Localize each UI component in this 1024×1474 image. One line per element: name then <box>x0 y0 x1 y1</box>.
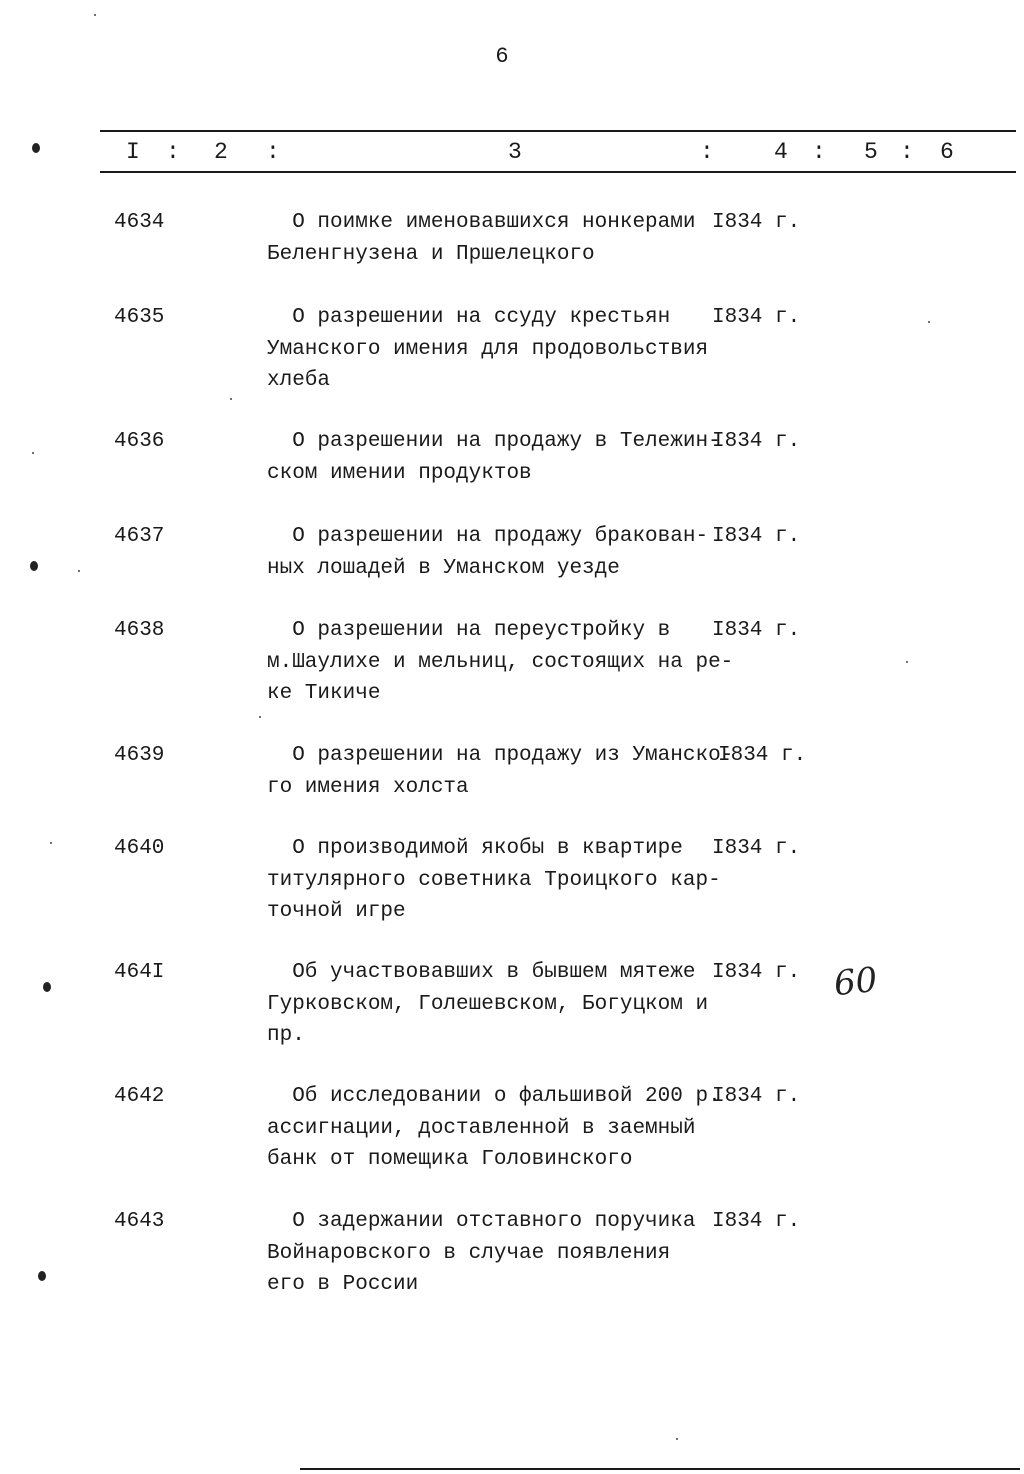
punch-hole-mark <box>38 1271 46 1281</box>
record-number: 4640 <box>114 837 165 860</box>
record-year: I834 г. <box>712 1085 801 1108</box>
header-col-4: 4 <box>774 139 788 165</box>
header-separator: : <box>166 139 180 165</box>
record-title: О разрешении на продажу бракован- ных лошадей в Уманском уезде <box>267 525 709 580</box>
scan-speck <box>928 321 930 323</box>
record-number: 4636 <box>114 430 165 453</box>
record-year: I834 г. <box>712 837 801 860</box>
record-year: I834 г. <box>712 619 801 642</box>
record-year: I834 г. <box>712 525 801 548</box>
header-top-rule <box>100 130 1016 132</box>
record-title: О разрешении на продажу из Уманско- го имения холста <box>267 744 734 799</box>
scan-speck <box>259 716 261 718</box>
record-number: 4642 <box>114 1085 165 1108</box>
record-number: 4643 <box>114 1210 165 1233</box>
record-title: О разрешении на ссуду крестьян Уманского имения для продовольствия хлеба <box>267 306 709 392</box>
record-title: О разрешении на переустройку в м.Шаулихе и мельниц, состоящих на ре- ке Тикиче <box>267 619 734 705</box>
record-number: 4639 <box>114 744 165 767</box>
record-number: 4635 <box>114 306 165 329</box>
record-year: I834 г. <box>712 961 801 984</box>
header-col-3: 3 <box>508 139 522 165</box>
header-col-2: 2 <box>214 139 228 165</box>
header-separator: : <box>266 139 280 165</box>
record-title: Об участвовавших в бывшем мятеже Гурковском, Голешевском, Богуцком и пр. <box>267 961 709 1047</box>
record-title: О разрешении на продажу в Тележин- ском имении продуктов <box>267 430 721 485</box>
page-number: 6 <box>495 44 509 69</box>
scan-speck <box>78 570 80 572</box>
record-number: 4638 <box>114 619 165 642</box>
record-title: О задержании отставного поручика Войнаровского в случае появления его в России <box>267 1210 696 1296</box>
scan-speck <box>230 398 232 400</box>
header-separator: : <box>812 139 826 165</box>
scan-speck <box>676 1438 678 1440</box>
scan-speck <box>906 661 908 663</box>
record-title: О производимой якобы в квартире титулярного советника Троицкого кар- точной игре <box>267 837 721 923</box>
record-number: 464I <box>114 961 165 984</box>
header-col-6: 6 <box>940 139 954 165</box>
footer-rule <box>300 1468 1020 1470</box>
scan-speck <box>50 842 52 844</box>
scan-speck <box>32 452 34 454</box>
scan-speck <box>94 14 96 16</box>
header-col-1: I <box>126 139 140 165</box>
header-col-5: 5 <box>864 139 878 165</box>
record-year: I834 г. <box>712 1210 801 1233</box>
punch-hole-mark <box>43 982 51 992</box>
record-year: I834 г. <box>712 211 801 234</box>
record-year: I834 г. <box>718 744 807 767</box>
punch-hole-mark <box>30 561 38 571</box>
record-number: 4637 <box>114 525 165 548</box>
record-year: I834 г. <box>712 306 801 329</box>
record-title: О поимке именовавшихся нонкерами Беленгнузена и Пршелецкого <box>267 211 696 266</box>
header-bottom-rule <box>100 171 1016 173</box>
header-separator: : <box>900 139 914 165</box>
record-number: 4634 <box>114 211 165 234</box>
record-year: I834 г. <box>712 430 801 453</box>
record-title: Об исследовании о фальшивой 200 р. ассигнации, доставленной в заемный банк от помещика Головинского <box>267 1085 721 1171</box>
handwritten-folio-note: 60 <box>832 959 880 1005</box>
punch-hole-mark <box>32 143 40 153</box>
header-separator: : <box>700 139 714 165</box>
